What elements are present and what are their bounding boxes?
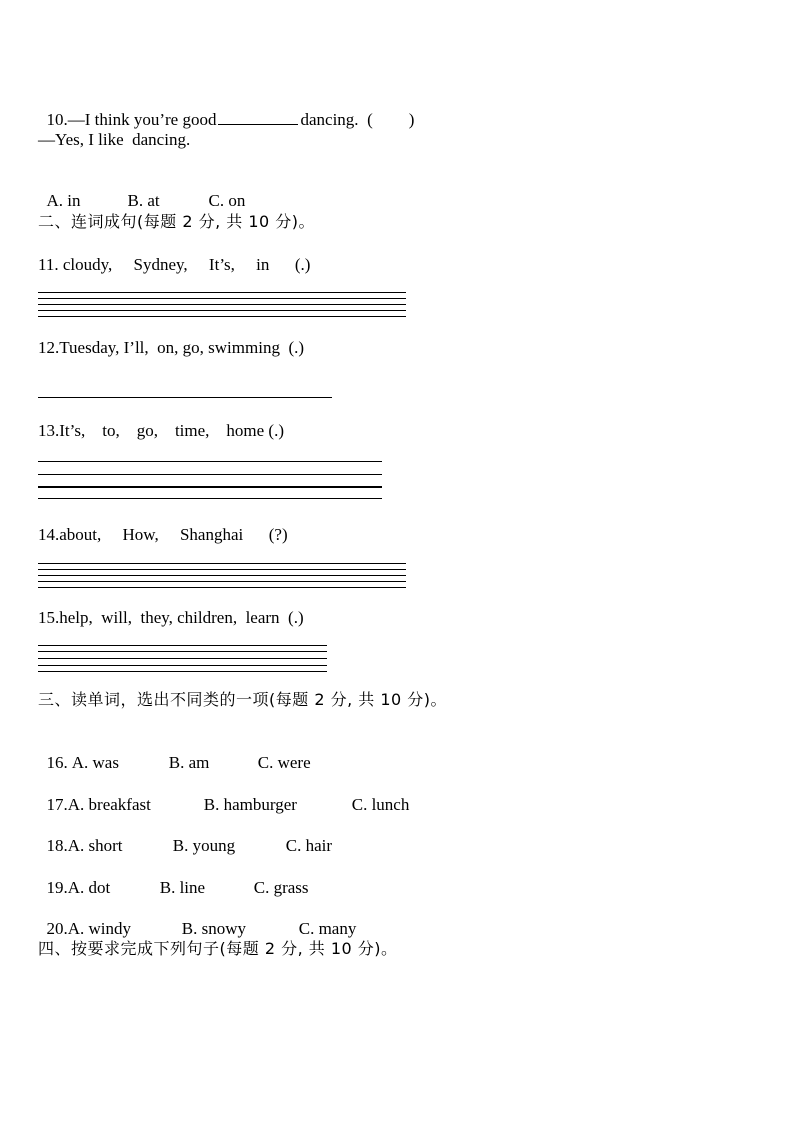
option-c: C. many xyxy=(298,919,357,938)
answer-line[interactable] xyxy=(38,310,406,311)
option-a: A. was xyxy=(71,753,119,772)
option-c: C. lunch xyxy=(351,795,410,814)
question-13: 13.It’s, to, go, time, home (.) xyxy=(38,421,285,440)
question-20 xyxy=(38,899,356,939)
option-c: C. on xyxy=(208,191,246,210)
answer-line[interactable] xyxy=(38,316,406,317)
answer-blank[interactable] xyxy=(218,108,298,125)
question-12: 12.Tuesday, I’ll, on, go, swimming (.) xyxy=(38,338,305,357)
option-a: A. windy xyxy=(67,919,132,938)
answer-line[interactable] xyxy=(38,304,406,305)
question-number: 19. xyxy=(46,878,68,897)
question-10-options xyxy=(38,171,245,211)
question-11: 11. cloudy, Sydney, It’s, in (.) xyxy=(38,255,311,274)
option-c: C. hair xyxy=(285,836,333,855)
option-b: B. snowy xyxy=(181,919,246,938)
answer-line[interactable] xyxy=(38,486,382,488)
section-2-heading: 二、连词成句(每题 2 分, 共 10 分)。 xyxy=(38,212,316,231)
question-15: 15.help, will, they, children, learn (.) xyxy=(38,608,304,627)
answer-line[interactable] xyxy=(38,658,327,659)
section-3-heading: 三、读单词，选出不同类的一项(每题 2 分, 共 10 分)。 xyxy=(38,690,448,709)
answer-line[interactable] xyxy=(38,474,382,475)
paren-close: ) xyxy=(408,110,415,129)
question-19 xyxy=(38,858,309,898)
question-18 xyxy=(38,816,332,856)
question-10-response: —Yes, I like dancing. xyxy=(38,130,191,149)
option-c: C. were xyxy=(257,753,311,772)
answer-line[interactable] xyxy=(38,665,327,666)
answer-line[interactable] xyxy=(38,671,327,672)
option-a: A. dot xyxy=(67,878,111,897)
answer-line[interactable] xyxy=(38,645,327,646)
question-number: 17. xyxy=(46,795,68,814)
question-10-prefix: 10.—I think you’re good xyxy=(46,110,217,129)
answer-line[interactable] xyxy=(38,298,406,299)
option-c: C. grass xyxy=(253,878,309,897)
answer-line[interactable] xyxy=(38,397,332,398)
option-a: A. in xyxy=(46,191,81,210)
answer-line[interactable] xyxy=(38,498,382,499)
option-b: B. young xyxy=(172,836,236,855)
option-b: B. at xyxy=(127,191,160,210)
question-17 xyxy=(38,775,409,815)
option-a: A. short xyxy=(67,836,123,855)
question-number: 20. xyxy=(46,919,68,938)
paren-open: ( xyxy=(367,110,373,129)
question-14: 14.about, How, Shanghai (?) xyxy=(38,525,288,544)
answer-line[interactable] xyxy=(38,651,327,652)
question-number: 18. xyxy=(46,836,68,855)
option-b: B. hamburger xyxy=(203,795,297,814)
section-4-heading: 四、按要求完成下列句子(每题 2 分, 共 10 分)。 xyxy=(38,939,398,958)
answer-line[interactable] xyxy=(38,569,406,570)
answer-line[interactable] xyxy=(38,461,382,462)
answer-line[interactable] xyxy=(38,575,406,576)
answer-line[interactable] xyxy=(38,563,406,564)
question-16 xyxy=(38,733,311,773)
option-a: A. breakfast xyxy=(67,795,151,814)
option-b: B. am xyxy=(168,753,210,772)
option-b: B. line xyxy=(159,878,206,897)
question-10-suffix: dancing. xyxy=(300,110,359,129)
question-10 xyxy=(38,88,414,130)
answer-line[interactable] xyxy=(38,581,406,582)
answer-line[interactable] xyxy=(38,587,406,588)
question-number: 16. xyxy=(46,753,68,772)
answer-line[interactable] xyxy=(38,292,406,293)
